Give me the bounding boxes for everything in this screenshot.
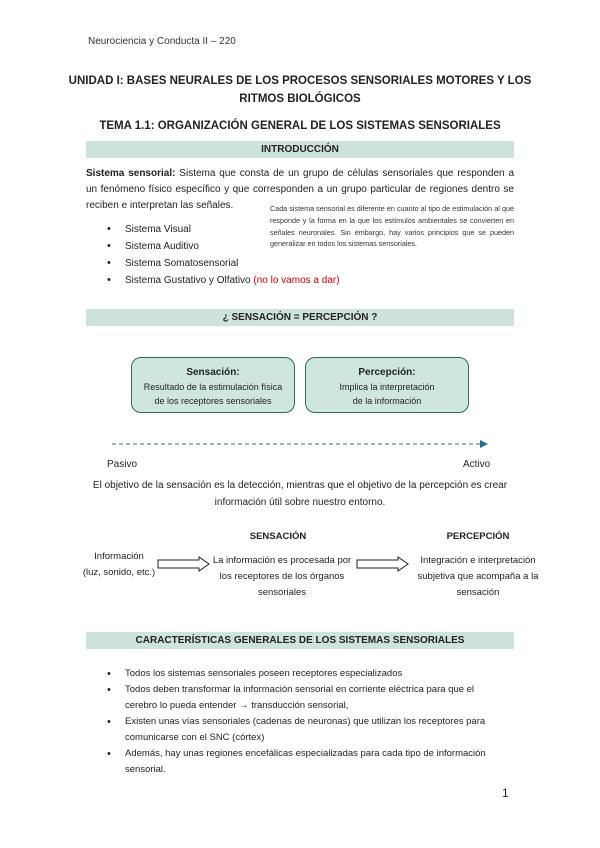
list-item-label: Sistema Gustativo y Olfativo: [125, 275, 251, 286]
section-band-sensation: ¿ SENSACIÓN = PERCEPCIÓN ?: [86, 309, 514, 326]
list-item: • Además, hay unas regiones encefálicas especializadas para cada tipo de información sensorial.: [107, 746, 507, 778]
excluded-note: (no lo vamos a dar): [253, 275, 340, 286]
flow-heading-perception: PERCEPCIÓN: [446, 531, 510, 542]
list-item: [107, 272, 340, 289]
perception-box-line: Implica la interpretación: [339, 382, 435, 392]
sensory-systems-list: [107, 221, 340, 289]
characteristics-list: [107, 666, 507, 778]
list-item: • Sistema Somatosensorial: [107, 255, 307, 272]
flow-step-line: Información: [94, 551, 144, 562]
running-header: Neurociencia y Conducta II – 220: [88, 36, 236, 47]
side-note: Cada sistema sensorial es diferente en cuanto al tipo de estimulación al que responde y la forma en la que los estímulos ambientales se convierten en señales neuronales. Sin embargo, hay varios principios que se pueden generalizar en todos los sistemas sensoriales.: [270, 204, 514, 249]
definition-text: Sistema que consta de un grupo de células sensoriales que responden a un fenómeno físico específico y que corresponden a un grupo particular de regiones dentro se reciben e interpretan las señales.: [86, 168, 515, 211]
axis-label-active: Activo: [463, 459, 491, 470]
sensation-box-line: Resultado de la estimulación física: [143, 382, 283, 392]
flow-step-integration: Integración e interpretación subjetiva que acompaña a la sensación: [417, 555, 539, 598]
passive-active-axis: [110, 438, 490, 450]
sensation-box: [131, 357, 295, 413]
list-item: • Sistema Auditivo: [107, 238, 307, 255]
objective-text: El objetivo de la sensación es la detección, mientras que el objetivo de la percepción es crear información útil sobre nuestro entorno.: [92, 480, 508, 508]
list-item: • Todos los sistemas sensoriales poseen receptores especializados: [107, 666, 507, 682]
perception-box-title: Percepción:: [358, 367, 416, 378]
flow-arrow-2: [356, 556, 410, 572]
flow-heading-sensation: SENSACIÓN: [249, 531, 307, 542]
flow-step-processing: La información es procesada por los receptores de los órganos sensoriales: [212, 555, 352, 598]
perception-box: [305, 357, 469, 413]
definition-term: Sistema sensorial:: [86, 168, 176, 179]
flow-arrow-1: [157, 556, 211, 572]
list-item: • Todos deben transformar la información sensorial en corriente eléctrica para que el cerebro lo pueda entender → transducción sensorial,: [107, 682, 507, 714]
page-number: 1: [502, 786, 509, 800]
flow-step-line: (luz, sonido, etc.): [82, 567, 156, 578]
list-item: • Sistema Visual: [107, 221, 307, 238]
list-item: • Existen unas vías sensoriales (cadenas de neuronas) que utilizan los receptores para comunicarse con el SNC (córtex): [107, 714, 507, 746]
sensation-box-line: de los receptores sensoriales: [154, 396, 272, 406]
topic-title: TEMA 1.1: ORGANIZACIÓN GENERAL DE LOS SISTEMAS SENSORIALES: [99, 120, 501, 132]
perception-box-line: de la información: [352, 396, 422, 406]
unit-title: UNIDAD I: BASES NEURALES DE LOS PROCESOS SENSORIALES MOTORES Y LOS RITMOS BIOLÓGICOS: [68, 75, 532, 105]
section-band-intro: INTRODUCCIÓN: [86, 141, 514, 158]
axis-label-passive: Pasivo: [107, 459, 138, 470]
section-band-characteristics: CARACTERÍSTICAS GENERALES DE LOS SISTEMAS SENSORIALES: [86, 632, 514, 649]
sensation-box-title: Sensación:: [186, 367, 240, 378]
